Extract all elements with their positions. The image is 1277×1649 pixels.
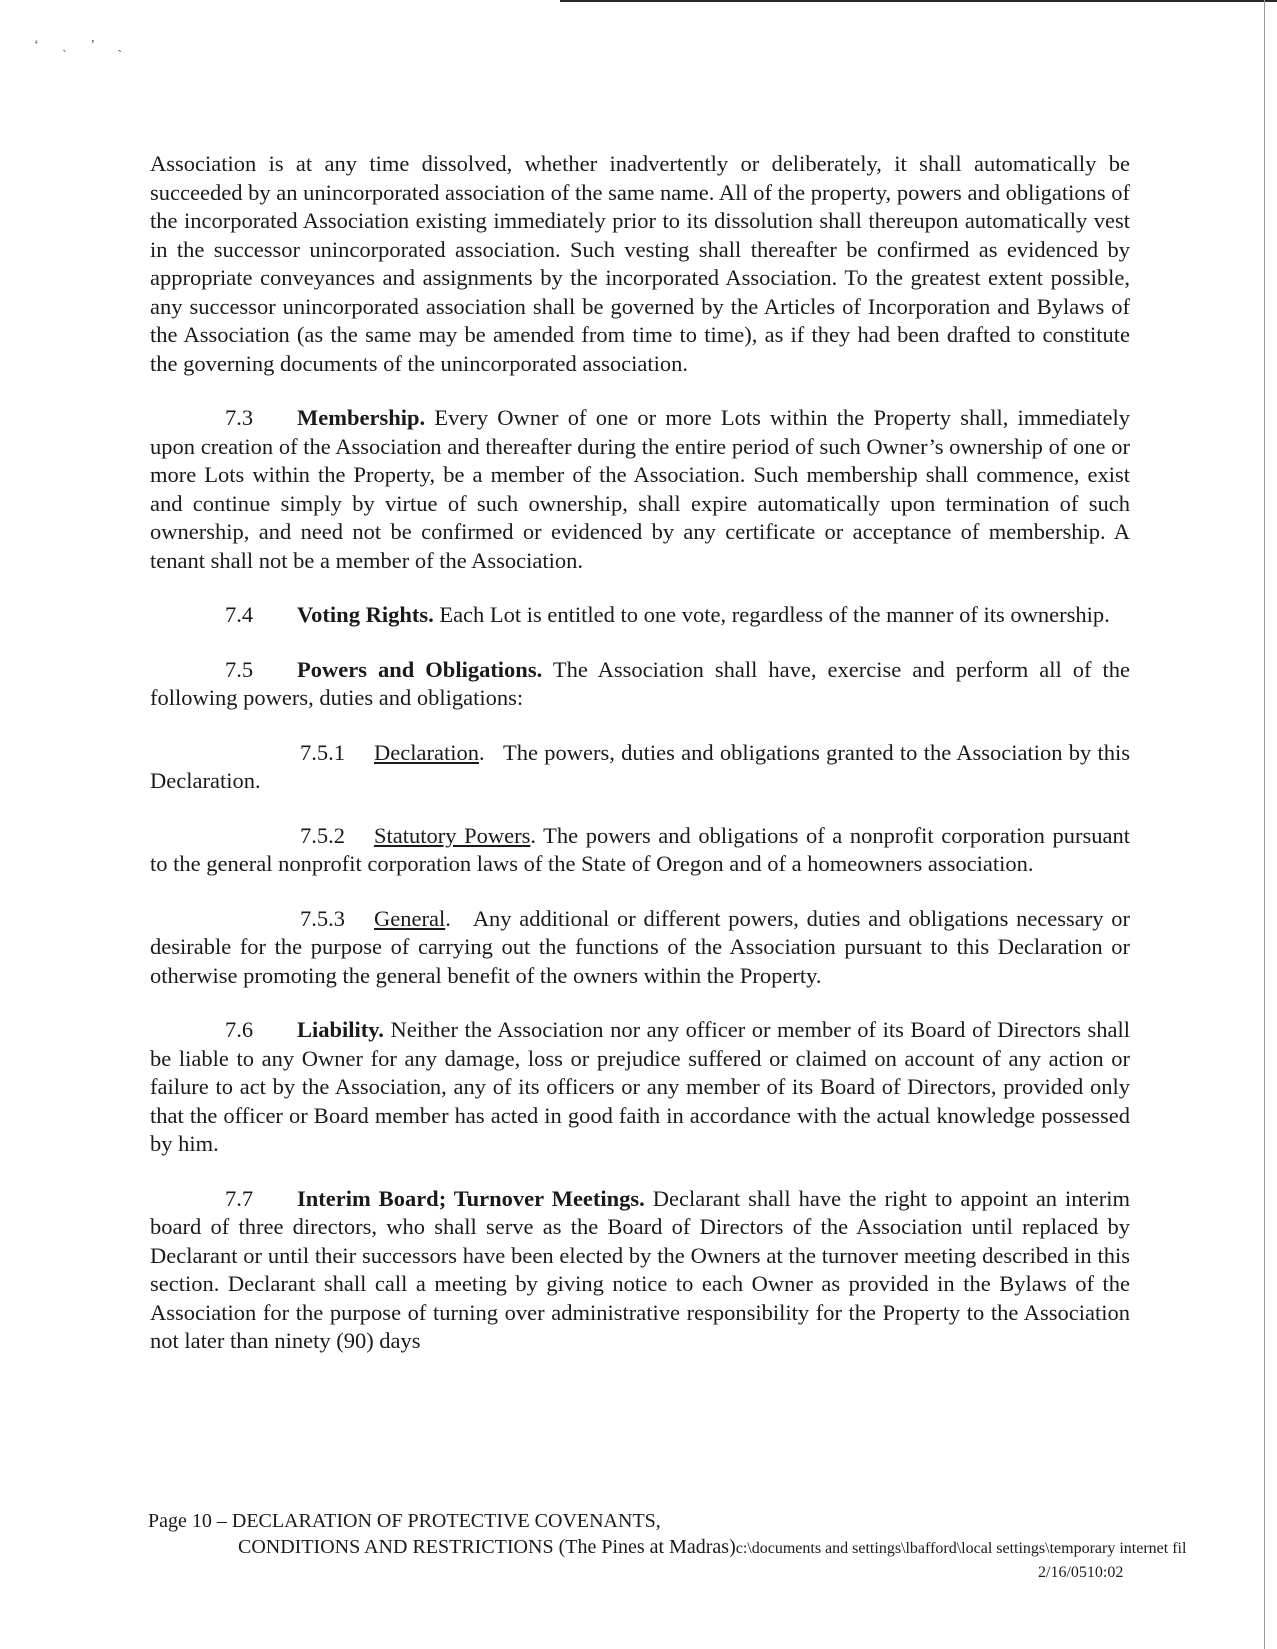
subsection-text: The powers, duties and obligations granted to the Association by this Declaration. <box>150 739 1131 793</box>
footer-page-label: Page 10 – <box>148 1510 227 1532</box>
section-number: 7.6 <box>225 1017 254 1042</box>
subsection-heading: Declaration <box>374 739 479 765</box>
footer-title-line-1: DECLARATION OF PROTECTIVE COVENANTS, <box>231 1510 661 1532</box>
section-text: Each Lot is entitled to one vote, regardless of the manner of its ownership. <box>439 602 1110 627</box>
right-edge-rule <box>1264 0 1265 1649</box>
section-heading: Membership. <box>297 405 426 430</box>
subsection-number: 7.5.2 <box>300 822 345 848</box>
subsection-text: Any additional or different powers, duties and obligations necessary or desirable for the purpose of carrying out the functions of the Association pursuant to this Declaration or otherwise promoting the general benefit of the owners within the Property. <box>150 905 1130 988</box>
document-body <box>150 150 1130 1382</box>
footer-file-path: c:\documents and settings\lbafford\local settings\temporary internet fil <box>735 1540 1187 1557</box>
subsection-7-5-1: 7.5.1 Declaration. The powers, duties and obligations granted to the Association by this Declaration. <box>150 739 1131 793</box>
footer-line-1 <box>148 1508 1248 1534</box>
section-text: Neither the Association nor any officer or member of its Board of Directors shall be liable to any Owner for any damage, loss or prejudice suffered or claimed on account of any action or failure to act by the Association, any of its officers or any member of its Board of Directors, provided only that the officer or Board member has acted in good faith in accordance with the actual knowledge possessed by him. <box>150 1017 1131 1156</box>
footer-title-line-2: CONDITIONS AND RESTRICTIONS (The Pines at Madras) <box>238 1536 736 1558</box>
page-footer <box>148 1508 1248 1581</box>
subsection-text: The powers and obligations of a nonprofit corporation pursuant to the general nonprofit corporation laws of the State of Oregon and of a homeowners association. <box>150 822 1130 876</box>
subsection-number: 7.5.1 <box>300 739 345 765</box>
section-number: 7.4 <box>225 602 254 627</box>
section-number: 7.3 <box>225 405 254 430</box>
section-text: Every Owner of one or more Lots within the Property shall, immediately upon creation of the Association and thereafter during the entire period of such Owner’s ownership of one or more Lots within the Property, be a member of the Association. Such membership shall commence, exist and continue simply by virtue of such ownership, shall expire automatically upon termination of such ownership, and need not be confirmed or evidenced by any certificate or acceptance of membership. A tenant shall not be a member of the Association. <box>150 405 1131 573</box>
scan-specks: ‘ ˎ ’ ˎ <box>34 38 133 53</box>
subsection-heading: Statutory Powers <box>374 822 531 848</box>
section-text: The Association shall have, exercise and perform all of the following powers, duties and obligations: <box>150 656 1131 710</box>
subsection-heading: General <box>374 905 446 931</box>
subsection-7-5-2: 7.5.2 Statutory Powers. The powers and obligations of a nonprofit corporation pursuant to the general nonprofit corporation laws of the State of Oregon and of a homeowners association. <box>150 822 1130 876</box>
subsection-number: 7.5.3 <box>300 905 345 931</box>
section-text: Declarant shall have the right to appoint an interim board of three directors, who shall serve as the Board of Directors of the Association until replaced by Declarant or until their successors have been elected by the Owners at the turnover meeting described in this section. Declarant shall call a meeting by giving notice to each Owner as provided in the Bylaws of the Association for the purpose of turning over administrative responsibility for the Property to the Association not later than ninety (90) days <box>150 1185 1130 1353</box>
section-heading: Interim Board; Turnover Meetings. <box>297 1185 645 1211</box>
section-number: 7.5 <box>225 656 254 682</box>
footer-line-2 <box>148 1534 1248 1562</box>
opening-paragraph: Association is at any time dissolved, whether inadvertently or deliberately, it shall automatically be succeeded by an unincorporated association of the same name. All of the property, powers and obligations of the incorporated Association existing immediately prior to its dissolution shall thereupon automatically vest in the successor unincorporated association. Such vesting shall thereafter be confirmed as evidenced by appropriate conveyances and assignments by the incorporated Association. To the greatest extent possible, any successor unincorporated association shall be governed by the Articles of Incorporation and Bylaws of the Association (as the same may be amended from time to time), as if they had been drafted to constitute the governing documents of the unincorporated association. <box>150 151 1130 376</box>
section-7-4 <box>150 601 1130 630</box>
section-number: 7.7 <box>225 1185 254 1211</box>
top-edge-rule <box>560 0 1277 2</box>
section-7-5 <box>150 656 1130 713</box>
subsection-7-5-3: 7.5.3 General. Any additional or different powers, duties and obligations necessary or desirable for the purpose of carrying out the functions of the Association pursuant to this Declaration or otherwise promoting the general benefit of the owners within the Property. <box>150 905 1130 988</box>
section-7-3 <box>150 404 1130 575</box>
section-7-6 <box>150 1016 1130 1159</box>
section-7-7 <box>150 1185 1130 1356</box>
section-heading: Liability. <box>297 1017 384 1042</box>
footer-date-stamp: 2/16/0510:02 <box>1038 1564 1124 1581</box>
section-heading: Powers and Obligations. <box>297 656 543 682</box>
section-heading: Voting Rights. <box>297 602 434 627</box>
